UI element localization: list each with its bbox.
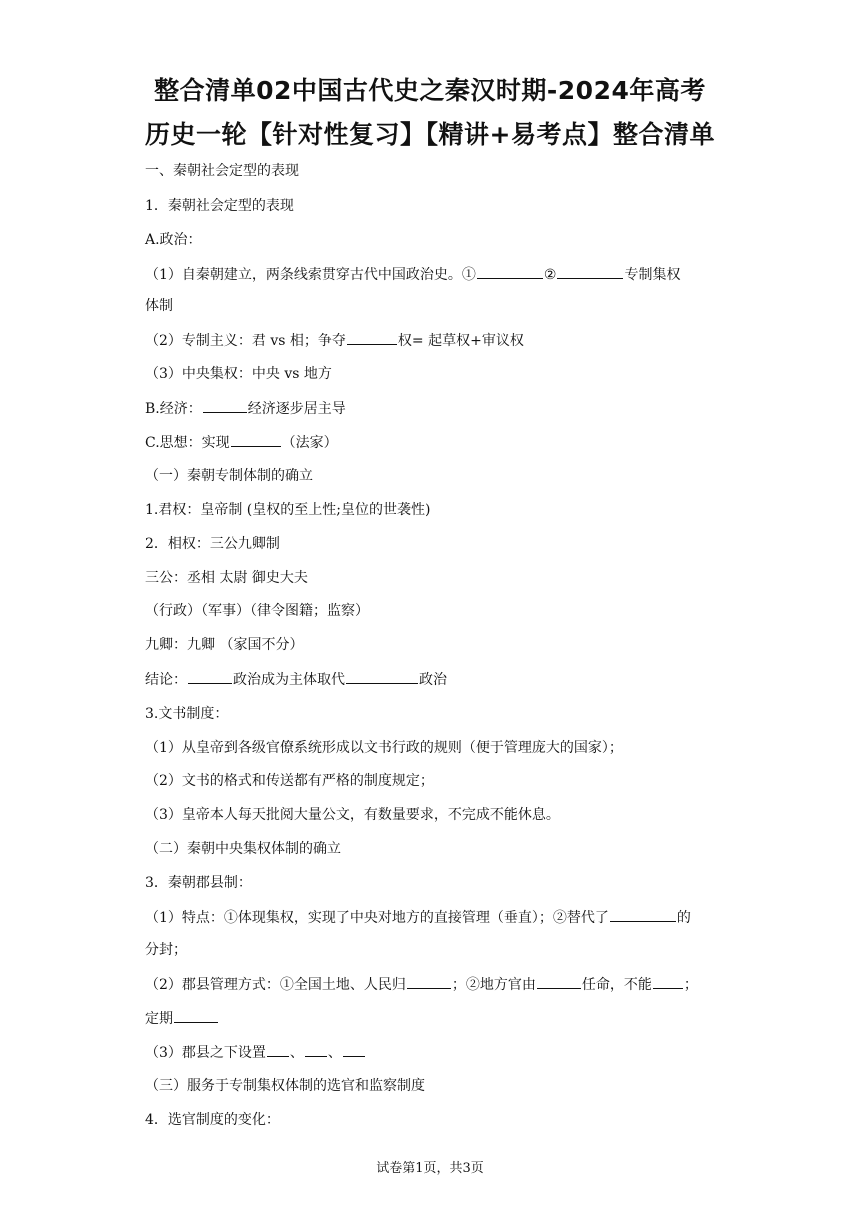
text-line: （行政）（军事）（律令图籍；监察） [145,603,369,619]
text-line: 体制 [145,298,173,314]
text-line: （2）文书的格式和传送都有严格的制度规定； [145,773,434,789]
fill-blank [188,669,232,684]
text-line: 九卿：九卿 （家国不分） [145,637,304,653]
text-line-with-blanks: 结论： 政治成为主体取代 政治 [145,669,447,690]
document-title-line-2: 历史一轮【针对性复习】【精讲+易考点】整合清单 [145,120,715,149]
fill-blank [305,1042,327,1057]
text-line-with-blanks: （2）专制主义：君 vs 相；争夺 权= 起草权+审议权 [145,330,524,351]
fill-blank [346,669,418,684]
fill-blank [610,907,676,922]
subsection-heading: （二）秦朝中央集权体制的确立 [145,841,341,857]
document-title-line-1: 整合清单02中国古代史之秦汉时期-2024年高考 [154,76,706,105]
fill-blank [347,330,397,345]
subheading: 4．选官制度的变化： [145,1112,280,1128]
text-line-with-blanks: （1）特点：①体现集权，实现了中央对地方的直接管理（垂直）；②替代了 的 [145,907,691,928]
text-line: 三公：丞相 太尉 御史大夫 [145,570,308,586]
fill-blank [557,264,623,279]
page-footer: 试卷第1页，共3页 [376,1161,484,1176]
fill-blank [231,432,281,447]
text-line-with-blanks: B.经济： 经济逐步居主导 [145,398,346,419]
text-line-with-blanks: （2）郡县管理方式：①全国土地、人民归 ；②地方官由 任命，不能 ； [145,974,698,995]
subsection-heading: （三）服务于专制集权体制的选官和监察制度 [145,1078,425,1094]
text-line: （1）从皇帝到各级官僚系统形成以文书行政的规则（便于管理庞大的国家）； [145,740,623,756]
fill-blank [203,398,247,413]
subsection-heading: （一）秦朝专制体制的确立 [145,468,313,484]
text-line-with-blanks: （1）自秦朝建立，两条线索贯穿古代中国政治史。① ② 专制集权 [145,264,680,285]
fill-blank [174,1008,218,1023]
text-line: A.政治： [145,232,202,248]
text-line-with-blanks: C.思想：实现 （法家） [145,432,338,453]
fill-blank [343,1042,365,1057]
section-heading: 一、秦朝社会定型的表现 [145,163,299,179]
text-line: （3）皇帝本人每天批阅大量公文，有数量要求，不完成不能休息。 [145,807,560,823]
text-line: 2．相权：三公九卿制 [145,536,280,552]
fill-blank [407,974,451,989]
text-line-with-blanks: （3）郡县之下设置 、 、 [145,1042,366,1063]
fill-blank [537,974,581,989]
text-line: 1.君权：皇帝制 (皇权的至上性;皇位的世袭性) [145,502,431,518]
subheading: 1．秦朝社会定型的表现 [145,198,294,214]
fill-blank [653,974,683,989]
text-line-with-blanks: 定期 [145,1008,219,1029]
text-line: 3.文书制度： [145,706,229,722]
text-line: （3）中央集权：中央 vs 地方 [145,366,332,382]
fill-blank [477,264,543,279]
text-line: 分封； [145,942,187,958]
fill-blank [267,1042,289,1057]
subheading: 3．秦朝郡县制： [145,875,252,891]
